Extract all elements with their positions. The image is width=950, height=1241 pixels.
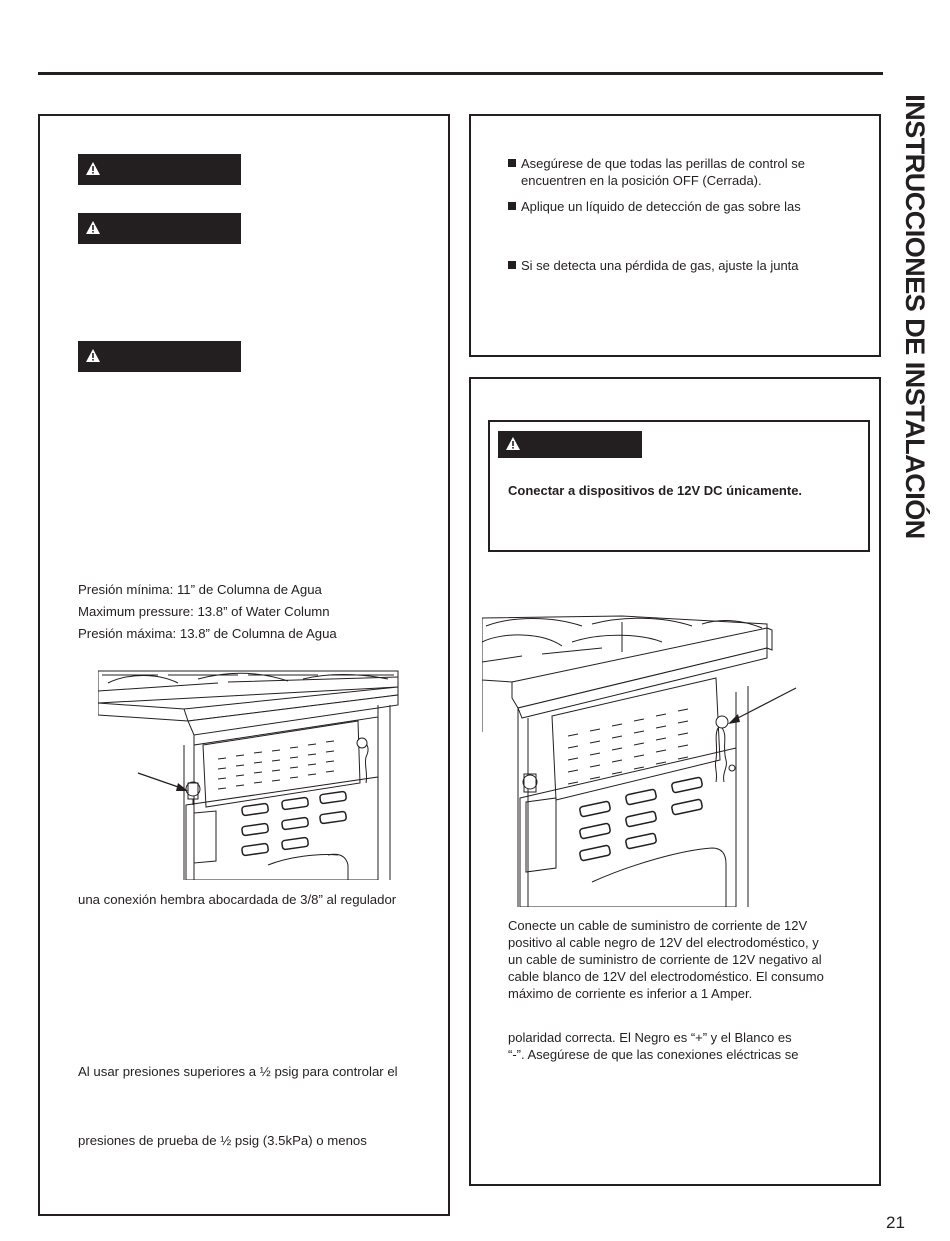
test-pressure-text: presiones de prueba de ½ psig (3.5kPa) o menos bbox=[78, 1133, 367, 1148]
bullet-square-icon bbox=[508, 159, 516, 167]
warning-banner-1 bbox=[78, 154, 241, 185]
bullet-item: Si se detecta una pérdida de gas, ajuste la junta bbox=[508, 257, 799, 274]
max-pressure-en-text: Maximum pressure: 13.8” of Water Column bbox=[78, 604, 330, 619]
electrical-warning-text: Conectar a dispositivos de 12V DC únicamente. bbox=[508, 483, 803, 498]
high-pressure-text: Al usar presiones superiores a ½ psig para controlar el bbox=[78, 1064, 398, 1079]
bullet-item: Aplique un líquido de detección de gas sobre las bbox=[508, 198, 801, 215]
vent-slots bbox=[218, 741, 334, 789]
side-title bbox=[882, 36, 946, 596]
warning-banner-2 bbox=[78, 213, 241, 244]
max-pressure-es-text: Presión máxima: 13.8” de Columna de Agua bbox=[78, 626, 337, 641]
warning-banner-4 bbox=[498, 431, 642, 458]
min-pressure-text: Presión mínima: 11” de Columna de Agua bbox=[78, 582, 322, 597]
warning-icon bbox=[86, 349, 100, 362]
side-title-text: INSTRUCCIONES DE INSTALACIÓN bbox=[899, 93, 930, 539]
wiring-arrow bbox=[728, 688, 796, 724]
polarity-instructions: polaridad correcta. El Negro es “+” y el Blanco es “-”. Asegúrese de que las conexiones eléctricas se bbox=[508, 1030, 799, 1062]
warning-icon bbox=[86, 162, 100, 175]
wiring-instructions: Conecte un cable de suministro de corriente de 12V positivo al cable negro de 12V del electrodoméstico, y un cable de suministro de corriente de 12V negativo al cable blanco de 12V del electrodoméstico. El consumo máximo de corriente es inferior a 1 Amper. bbox=[508, 918, 824, 1001]
warning-icon bbox=[506, 437, 520, 450]
bullet-square-icon bbox=[508, 202, 516, 210]
bullet-item: Asegúrese de que todas las perillas de control se encuentren en la posición OFF (Cerrada). bbox=[508, 155, 805, 189]
header-rule bbox=[38, 72, 883, 75]
warning-icon bbox=[86, 221, 100, 234]
range-rear-gas-illustration bbox=[98, 665, 408, 880]
range-rear-electrical-illustration bbox=[482, 612, 802, 907]
warning-banner-3 bbox=[78, 341, 241, 372]
page-number: 21 bbox=[886, 1213, 905, 1232]
pressure-specs bbox=[78, 579, 337, 645]
flare-connection-text: una conexión hembra abocardada de 3/8” al regulador bbox=[78, 892, 397, 907]
bullet-square-icon bbox=[508, 261, 516, 269]
leak-test-panel bbox=[469, 114, 881, 357]
gas-inlet-arrow bbox=[138, 773, 188, 791]
